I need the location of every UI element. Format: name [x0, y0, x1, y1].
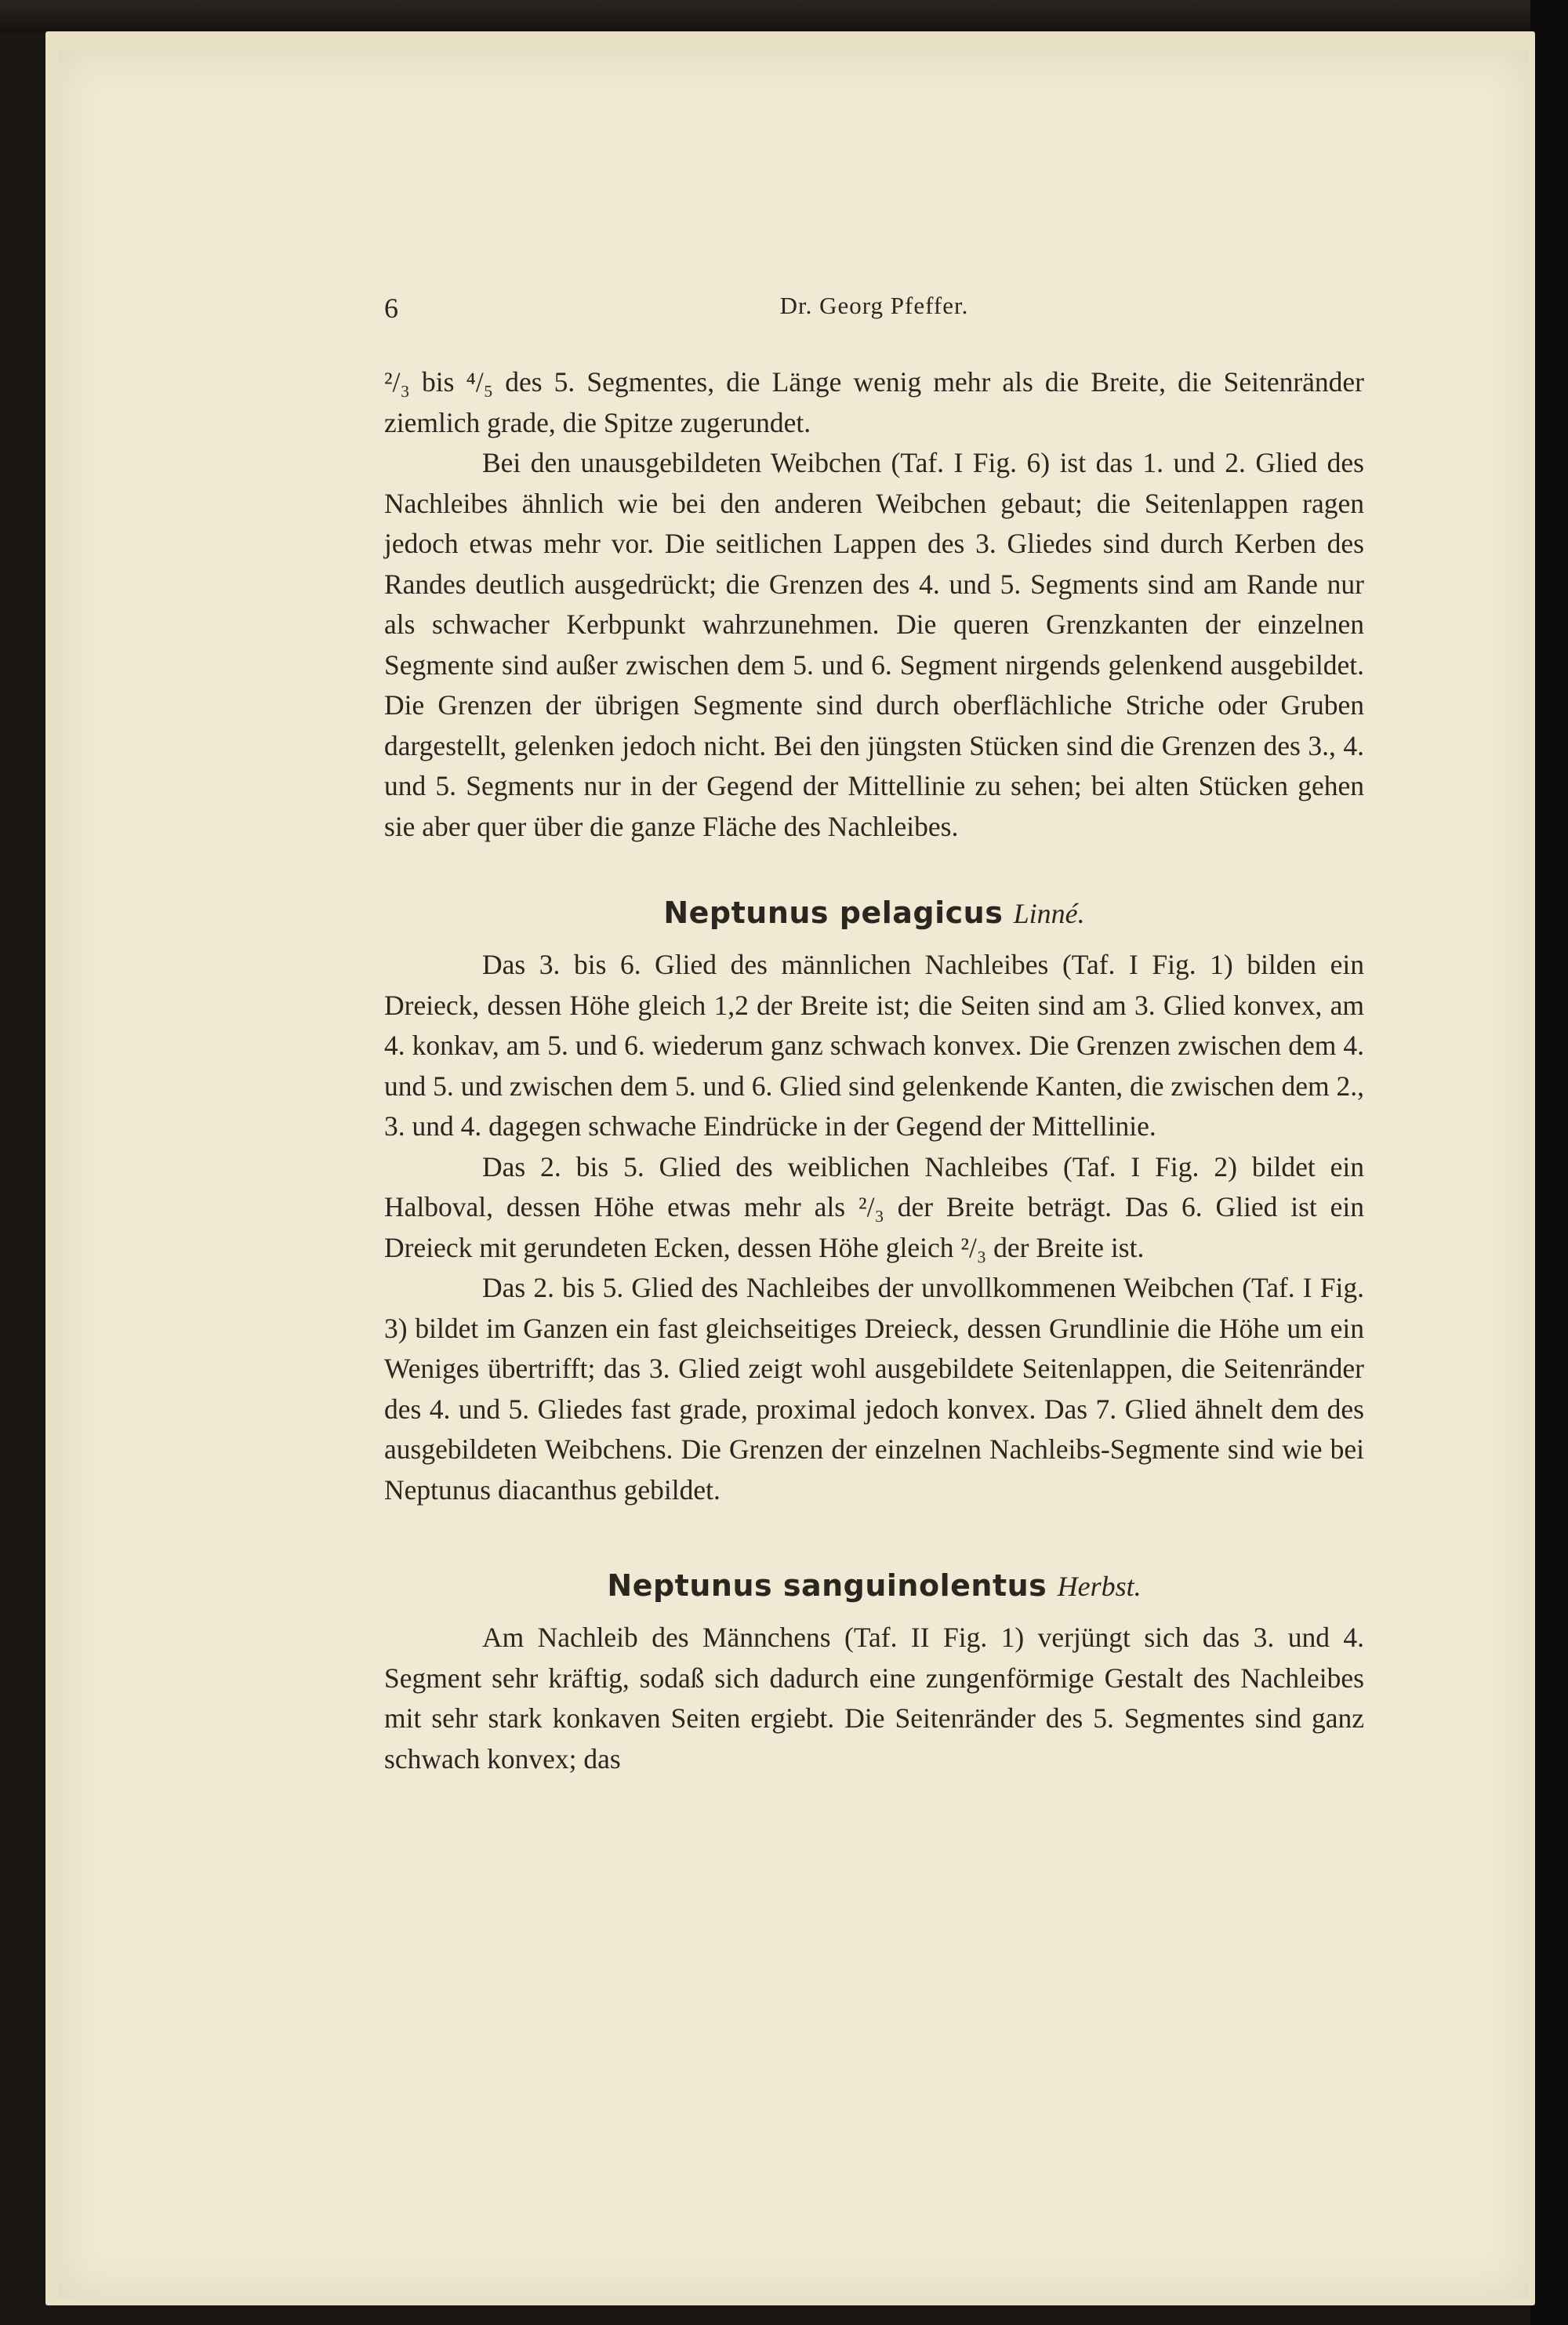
running-head	[384, 292, 1364, 331]
species-author: Linné.	[1013, 898, 1085, 929]
species-name: Neptunus pelagicus	[663, 895, 1004, 930]
section-heading-neptunus-sanguinolentus	[384, 1559, 1364, 1610]
paragraph-maennchen-nachleib: Am Nachleib des Männchens (Taf. II Fig. 1) verjüngt sich das 3. und 4. Segment sehr kräftig, sodaß sich dadurch eine zungenförmige Gestalt des Nachleibes mit sehr stark konkaven Seiten ergiebt. Die Seitenränder des 5. Segmentes sind ganz schwach konvex; das	[384, 1622, 1364, 1775]
running-title: Dr. Georg Pfeffer.	[779, 292, 969, 319]
paragraph-unvollkommene-weibchen: Das 2. bis 5. Glied des Nachleibes der unvollkommenen Weibchen (Taf. I Fig. 3) bildet im Ganzen ein fast gleichseitiges Dreieck, dessen Grundlinie die Höhe um ein Weniges übertrifft; das 3. Glied zeigt wohl ausgebildete Seitenlappen, die Seitenränder des 4. und 5. Gliedes fast grade, proximal jedoch konvex. Das 7. Glied ähnelt dem des ausgebildeten Weibchens. Die Grenzen der einzelnen Nachleibs-Segmente sind wie bei Neptunus diacanthus gebildet.	[384, 1272, 1364, 1506]
paragraph-maennlicher-nachleib: Das 3. bis 6. Glied des männlichen Nachleibes (Taf. I Fig. 1) bilden ein Dreieck, dessen Höhe gleich 1,2 der Breite ist; die Seiten sind am 3. Glied konvex, am 4. konkav, am 5. und 6. wiederum ganz schwach konvex. Die Grenzen zwischen dem 4. und 5. und zwischen dem 5. und 6. Glied sind gelenkende Kanten, die zwischen dem 2., 3. und 4. dagegen schwache Eindrücke in der Gegend der Mittellinie.	[384, 949, 1364, 1142]
paragraph-continuation: ²/₃ bis ⁴/₅ des 5. Segmentes, die Länge wenig mehr als die Breite, die Seitenränder ziemlich grade, die Spitze zugerundet.	[384, 366, 1364, 438]
scan-border-top	[0, 0, 1568, 33]
paragraph-weiblicher-nachleib: Das 2. bis 5. Glied des weiblichen Nachleibes (Taf. I Fig. 2) bildet ein Halboval, dessen Höhe etwas mehr als ²/₃ der Breite beträgt. Das 6. Glied ist ein Dreieck mit gerundeten Ecken, dessen Höhe gleich ²/₃ der Breite ist.	[384, 1150, 1364, 1263]
page-text	[384, 292, 1364, 1779]
scan-border-right	[1530, 0, 1568, 2325]
species-author: Herbst.	[1057, 1571, 1142, 1602]
species-name: Neptunus sanguinolentus	[607, 1568, 1047, 1603]
paragraph-unausgebildete-weibchen: Bei den unausgebildeten Weibchen (Taf. I Fig. 6) ist das 1. und 2. Glied des Nachleibes ähnlich wie bei den anderen Weibchen gebaut; die Seitenlappen ragen jedoch etwas mehr vor. Die seitlichen Lappen des 3. Gliedes sind durch Kerben des Randes deutlich ausgedrückt; die Grenzen des 4. und 5. Segments sind am Rande nur als schwacher Kerbpunkt wahrzunehmen. Die queren Grenzkanten der einzelnen Segmente sind außer zwischen dem 5. und 6. Segment nirgends gelenkend ausgebildet. Die Grenzen der übrigen Segmente sind durch oberflächliche Striche oder Gruben dargestellt, gelenken jedoch nicht. Bei den jüngsten Stücken sind die Grenzen des 3., 4. und 5. Segments nur in der Gegend der Mittellinie zu sehen; bei alten Stücken gehen sie aber quer über die ganze Fläche des Nachleibes.	[384, 447, 1364, 842]
section-heading-neptunus-pelagicus	[384, 886, 1364, 937]
page-number: 6	[384, 292, 398, 324]
